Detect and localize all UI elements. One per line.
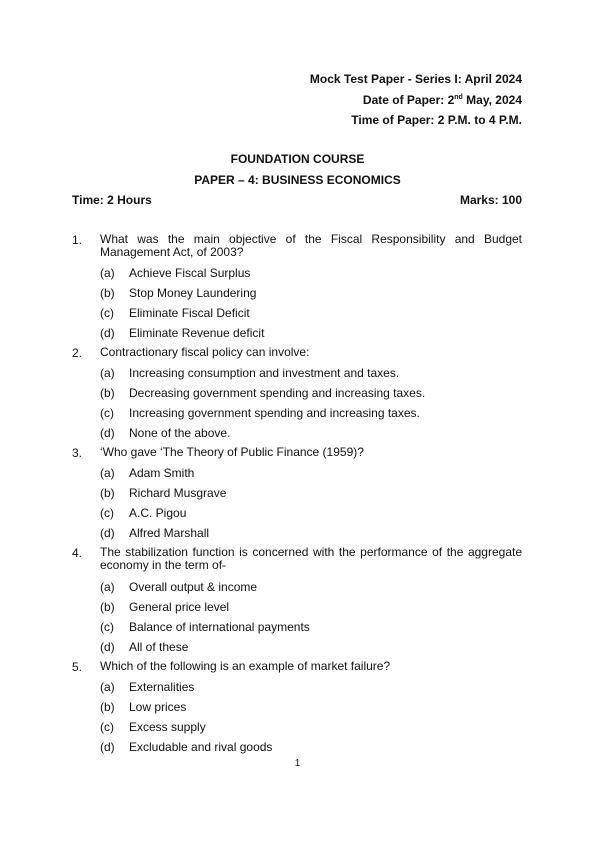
option-label: (a): [100, 266, 115, 280]
option-label: (c): [100, 620, 114, 634]
option-label: (c): [100, 406, 114, 420]
option-text: Alfred Marshall: [129, 526, 210, 540]
option-text: Decreasing government spending and increasing taxes.: [129, 386, 426, 400]
option-label: (d): [100, 326, 115, 340]
option-label: (b): [100, 600, 115, 614]
option-label: (b): [100, 486, 115, 500]
option-text: All of these: [129, 640, 189, 654]
option-label: (a): [100, 680, 115, 694]
question-text: Which of the following is an example of market failure?: [100, 659, 391, 673]
option-text: Stop Money Laundering: [129, 286, 257, 300]
option-text: Excess supply: [129, 720, 206, 734]
question-number: 2.: [72, 346, 83, 360]
option-label: (d): [100, 740, 115, 754]
question-text: Contractionary fiscal policy can involve:: [100, 345, 310, 359]
question-text: What was the main objective of the Fiscal Responsibility and Budget Management Act, of 2003?: [100, 232, 522, 259]
question-text: ‘Who gave ‘The Theory of Public Finance (1959)?: [100, 445, 364, 459]
option-text: Externalities: [129, 680, 195, 694]
series-line: Mock Test Paper - Series I: April 2024: [309, 72, 522, 86]
question-number: 3.: [72, 446, 83, 460]
option-text: Overall output & income: [129, 580, 258, 594]
option-label: (c): [100, 306, 114, 320]
option-text: Excludable and rival goods: [129, 740, 273, 754]
date-prefix: Date of Paper: 2: [362, 93, 455, 107]
question-text: The stabilization function is concerned with the performance of the aggregate economy in the term of-: [100, 545, 522, 572]
question-number: 1.: [72, 233, 83, 247]
option-text: Adam Smith: [129, 466, 195, 480]
paper-title: PAPER – 4: BUSINESS ECONOMICS: [194, 173, 401, 187]
question-number: 5.: [72, 660, 83, 674]
option-text: Eliminate Revenue deficit: [129, 326, 265, 340]
option-label: (c): [100, 720, 114, 734]
date-suffix: May, 2024: [462, 93, 522, 107]
option-label: (a): [100, 580, 115, 594]
time-of-paper-line: Time of Paper: 2 P.M. to 4 P.M.: [351, 113, 522, 127]
option-text: Increasing government spending and increasing taxes.: [129, 406, 420, 420]
option-text: None of the above.: [129, 426, 231, 440]
option-text: Eliminate Fiscal Deficit: [129, 306, 250, 320]
option-label: (b): [100, 386, 115, 400]
marks-label: Marks: 100: [459, 193, 522, 207]
question-number: 4.: [72, 546, 83, 560]
option-text: Increasing consumption and investment and taxes.: [129, 366, 400, 380]
option-label: (d): [100, 426, 115, 440]
date-superscript: nd: [454, 94, 463, 101]
option-text: Balance of international payments: [129, 620, 310, 634]
option-label: (a): [100, 366, 115, 380]
option-text: Achieve Fiscal Surplus: [129, 266, 251, 280]
option-label: (c): [100, 506, 114, 520]
option-text: Richard Musgrave: [129, 486, 227, 500]
option-text: General price level: [129, 600, 230, 614]
date-line: [363, 93, 522, 107]
course-title: FOUNDATION COURSE: [230, 152, 365, 166]
option-label: (a): [100, 466, 115, 480]
option-label: (d): [100, 526, 115, 540]
option-label: (b): [100, 286, 115, 300]
option-label: (d): [100, 640, 115, 654]
time-label: Time: 2 Hours: [72, 193, 152, 207]
option-text: Low prices: [129, 700, 187, 714]
option-text: A.C. Pigou: [129, 506, 187, 520]
page-number: 1: [294, 758, 301, 769]
option-label: (b): [100, 700, 115, 714]
